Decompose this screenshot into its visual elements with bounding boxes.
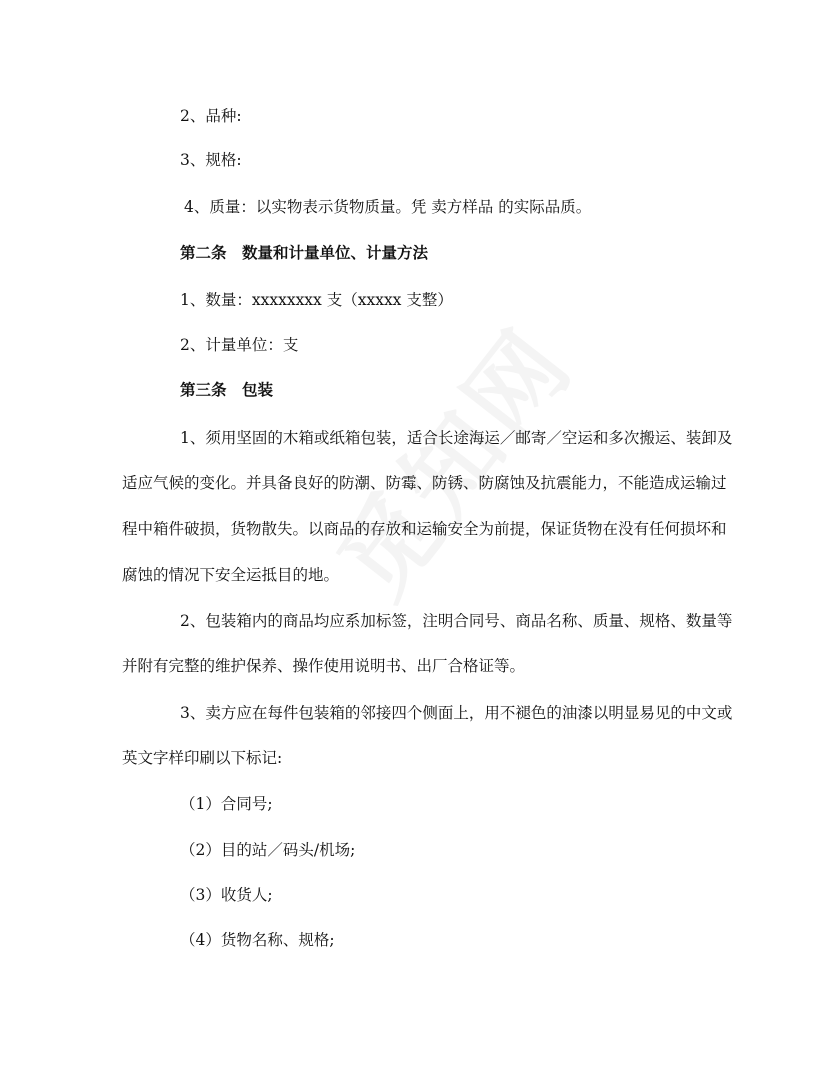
item-spec: 3、规格: bbox=[180, 151, 242, 169]
section-heading-quantity: 第二条 数量和计量单位、计量方法 bbox=[180, 243, 429, 262]
mark-item-2: （2）目的站／码头/机场; bbox=[180, 841, 356, 859]
item-variety: 2、品种: bbox=[180, 107, 242, 125]
packaging-para3-line1: 3、卖方应在每件包装箱的邻接四个侧面上，用不褪色的油漆以明显易见的中文或 bbox=[180, 704, 733, 722]
item-quality: 4、质量：以实物表示货物质量。凭 卖方样品 的实际品质。 bbox=[184, 198, 592, 216]
item-quantity: 1、数量：xxxxxxxx 支（xxxxx 支整） bbox=[180, 291, 453, 309]
mark-item-4: （4）货物名称、规格; bbox=[180, 931, 335, 949]
packaging-para1-line4: 腐蚀的情况下安全运抵目的地。 bbox=[122, 566, 340, 584]
packaging-para1-line1: 1、须用坚固的木箱或纸箱包装，适合长途海运／邮寄／空运和多次搬运、装卸及 bbox=[180, 429, 733, 447]
packaging-para1-line3: 程中箱件破损，货物散失。以商品的存放和运输安全为前提，保证货物在没有任何损坏和 bbox=[122, 520, 727, 538]
packaging-para1-line2: 适应气候的变化。并具备良好的防潮、防霉、防锈、防腐蚀及抗震能力，不能造成运输过 bbox=[122, 474, 727, 492]
mark-item-1: （1）合同号; bbox=[180, 795, 273, 813]
section-heading-packaging: 第三条 包装 bbox=[180, 380, 274, 399]
item-unit: 2、计量单位：支 bbox=[180, 336, 299, 354]
packaging-para2-line2: 并附有完整的维护保养、操作使用说明书、出厂合格证等。 bbox=[122, 657, 526, 675]
packaging-para3-line2: 英文字样印刷以下标记: bbox=[122, 749, 283, 767]
packaging-para2-line1: 2、包装箱内的商品均应系加标签，注明合同号、商品名称、质量、规格、数量等 bbox=[180, 612, 733, 630]
mark-item-3: （3）收货人; bbox=[180, 886, 273, 904]
watermark bbox=[298, 290, 603, 627]
